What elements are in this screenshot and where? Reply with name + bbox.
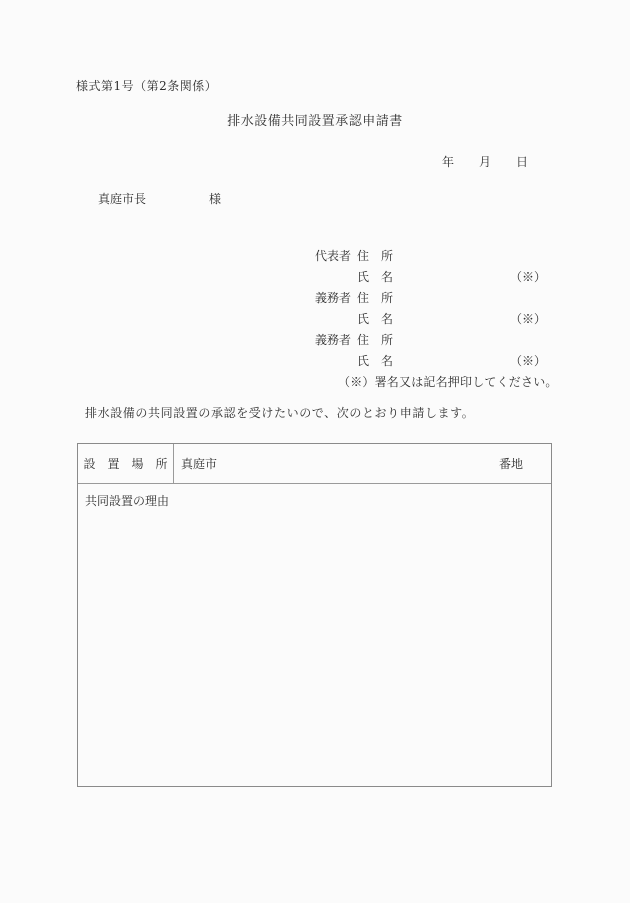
name-field-label: 氏 名: [357, 354, 394, 368]
addressee-line: [98, 192, 221, 206]
addressee-name: 真庭市長: [98, 192, 147, 206]
signature-row-obligor2-name: [315, 351, 552, 372]
signature-row-obligor1-name: [315, 309, 552, 330]
date-year-label: 年: [442, 155, 455, 169]
seal-mark: （※）: [510, 270, 547, 284]
addressee-honorific: 様: [209, 192, 222, 206]
date-day-label: 日: [516, 155, 529, 169]
signature-note: （※）署名又は記名押印してください。: [338, 375, 558, 389]
reason-label: 共同設置の理由: [85, 494, 170, 508]
name-field-label: 氏 名: [357, 270, 394, 284]
signer-role-label: 義務者: [315, 291, 352, 305]
name-field-label: 氏 名: [357, 312, 394, 326]
date-month-label: 月: [479, 155, 492, 169]
address-field-label: 住 所: [357, 291, 394, 305]
application-table: [77, 443, 552, 787]
signature-row-representative-name: [315, 267, 552, 288]
signature-row-obligor1-address: [315, 288, 552, 309]
seal-mark: （※）: [510, 354, 547, 368]
intro-sentence: 排水設備の共同設置の承認を受けたいので、次のとおり申請します。: [85, 406, 475, 420]
date-line: [442, 155, 528, 169]
location-label: 設 置 場 所: [83, 456, 168, 471]
seal-mark: （※）: [510, 312, 547, 326]
location-value-cell: [174, 444, 551, 483]
form-number: 様式第1号（第2条関係）: [76, 79, 218, 93]
location-banchi-label: 番地: [498, 456, 523, 471]
address-field-label: 住 所: [357, 249, 394, 263]
address-field-label: 住 所: [357, 333, 394, 347]
signature-block: [315, 246, 558, 393]
signer-role-label: 義務者: [315, 333, 352, 347]
signer-role-label: 代表者: [315, 249, 352, 263]
location-city-label: 真庭市: [181, 456, 218, 471]
location-label-cell: [78, 444, 173, 483]
reason-cell: [78, 484, 551, 786]
signature-row-obligor2-address: [315, 330, 552, 351]
signature-row-representative-address: [315, 246, 552, 267]
document-title: 排水設備共同設置承認申請書: [227, 114, 403, 129]
